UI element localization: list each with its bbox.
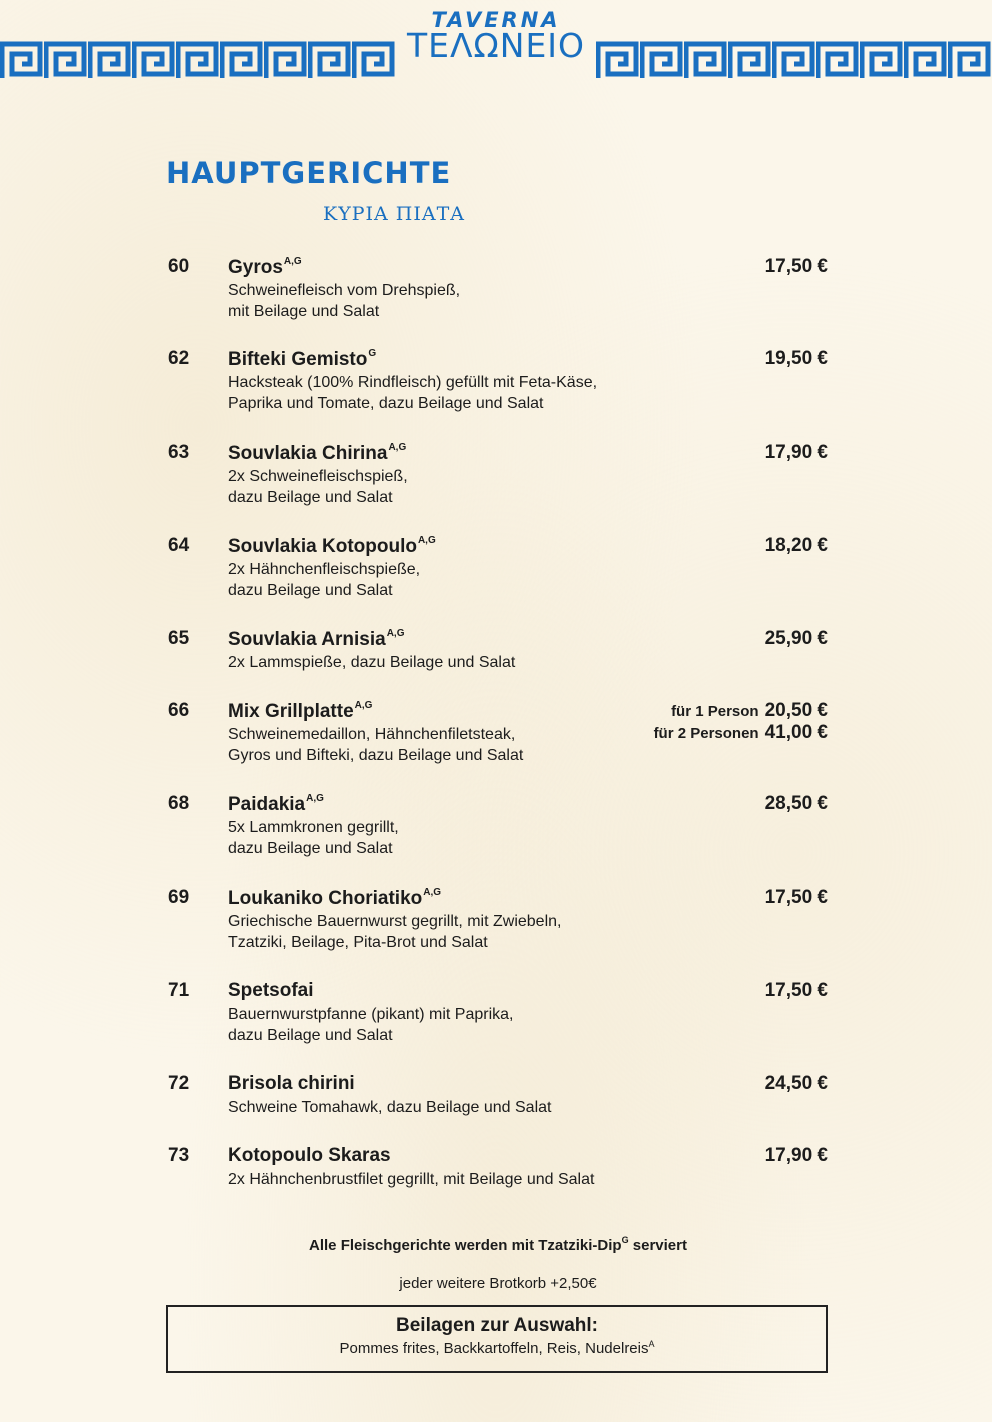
item-price: 17,50 € [764, 256, 828, 277]
item-name-text: Spetsofai [228, 980, 314, 1001]
sides-text [168, 1339, 826, 1357]
item-name [228, 535, 436, 558]
item-number: 64 [168, 535, 190, 556]
item-allergens: A,G [354, 700, 373, 711]
item-allergens: A,G [388, 442, 407, 453]
logo-name-text: ΤΕΛΩΝΕΙΟ [406, 26, 586, 65]
item-name [228, 442, 406, 465]
item-name-text: Loukaniko Choriatiko [228, 888, 423, 909]
item-price: 19,50 € [764, 348, 828, 369]
item-name-text: Bifteki Gemisto [228, 349, 368, 370]
item-description: 2x Hähnchenfleischspieße, dazu Beilage und Salat [228, 561, 421, 599]
item-name [228, 348, 376, 371]
sides-box [166, 1305, 828, 1373]
item-description: 2x Schweinefleischspieß, dazu Beilage und Salat [228, 468, 408, 506]
tzatziki-note [0, 1235, 992, 1254]
item-name [228, 887, 441, 910]
item-name-text: Gyros [228, 257, 283, 278]
section-subtitle-greek: ΚΥΡΙΑ ΠΙΑΤΑ [323, 203, 465, 225]
item-price: 24,50 € [764, 1073, 828, 1094]
tzatziki-note-allergen: G [621, 1235, 629, 1245]
item-price: 17,90 € [764, 1145, 828, 1166]
item-price [671, 700, 828, 722]
item-number: 73 [168, 1145, 190, 1166]
item-allergens: A,G [386, 628, 405, 639]
item-allergens: A,G [417, 535, 436, 546]
section-title: HAUPTGERICHTE [166, 156, 452, 190]
item-number: 72 [168, 1073, 190, 1094]
item-number: 60 [168, 256, 190, 277]
item-description: Bauernwurstpfanne (pikant) mit Paprika, dazu Beilage und Salat [228, 1006, 514, 1044]
item-price2-value: 41,00 € [764, 722, 828, 743]
item-allergens: A,G [306, 793, 324, 804]
item-price: 17,90 € [764, 442, 828, 463]
item-description: Schweinefleisch vom Drehspieß, mit Beilage und Salat [228, 282, 461, 320]
item-price: 18,20 € [764, 535, 828, 556]
item-number: 68 [168, 793, 190, 814]
item-name-text: Souvlakia Chirina [228, 443, 388, 464]
greek-key-border-right [596, 40, 992, 80]
item-price-2 [654, 722, 828, 744]
item-number: 65 [168, 628, 190, 649]
item-price: 17,50 € [764, 887, 828, 908]
item-name-text: Brisola chirini [228, 1073, 355, 1094]
item-name [228, 628, 404, 651]
tzatziki-note-text: Alle Fleischgerichte werden mit Tzatziki-Dip [309, 1237, 622, 1254]
greek-key-border-left [0, 40, 396, 80]
header [0, 0, 992, 100]
item-number: 62 [168, 348, 190, 369]
item-allergens: A,G [423, 887, 442, 898]
tzatziki-note-suffix: serviert [628, 1237, 687, 1254]
item-description: Hacksteak (100% Rindfleisch) gefüllt mit Feta-Käse, Paprika und Tomate, dazu Beilage und Salat [228, 374, 598, 412]
restaurant-logo [396, 8, 596, 65]
item-price-label: für 1 Person [671, 703, 759, 720]
item-name-text: Souvlakia Kotopoulo [228, 536, 417, 557]
item-description: 2x Lammspieße, dazu Beilage und Salat [228, 654, 516, 671]
item-name-text: Souvlakia Arnisia [228, 629, 386, 650]
item-price: 17,50 € [764, 980, 828, 1001]
item-name [228, 256, 302, 279]
logo-taverna-text: TAVERNA [431, 8, 561, 32]
item-allergens: A,G [283, 256, 302, 267]
item-name [228, 700, 372, 723]
item-allergens: G [368, 348, 377, 359]
item-name [228, 1073, 355, 1095]
item-name-text: Mix Grillplatte [228, 701, 354, 722]
sides-allergen: A [648, 1339, 655, 1349]
item-description: Griechische Bauernwurst gegrillt, mit Zwiebeln, Tzatziki, Beilage, Pita-Brot und Salat [228, 913, 562, 951]
item-name-text: Kotopoulo Skaras [228, 1145, 391, 1166]
sides-title: Beilagen zur Auswahl: [396, 1315, 598, 1336]
item-number: 69 [168, 887, 190, 908]
item-name-text: Paidakia [228, 794, 306, 815]
sides-list: Pommes frites, Backkartoffeln, Reis, Nudelreis [339, 1340, 649, 1357]
item-description: Schweinemedaillon, Hähnchenfiletsteak, Gyros und Bifteki, dazu Beilage und Salat [228, 726, 524, 764]
item-description: 5x Lammkronen gegrillt, dazu Beilage und Salat [228, 819, 399, 857]
item-number: 66 [168, 700, 190, 721]
item-price2-label: für 2 Personen [653, 725, 759, 742]
item-name [228, 980, 314, 1002]
item-price: 28,50 € [764, 793, 828, 814]
item-price: 25,90 € [764, 628, 828, 649]
item-description: 2x Hähnchenbrustfilet gegrillt, mit Beilage und Salat [228, 1171, 595, 1188]
item-number: 63 [168, 442, 190, 463]
item-description: Schweine Tomahawk, dazu Beilage und Salat [228, 1099, 552, 1116]
item-name [228, 793, 324, 816]
item-price-value: 20,50 € [764, 700, 828, 721]
bread-basket-note: jeder weitere Brotkorb +2,50€ [399, 1275, 597, 1292]
item-name [228, 1145, 391, 1167]
item-number: 71 [168, 980, 190, 1001]
